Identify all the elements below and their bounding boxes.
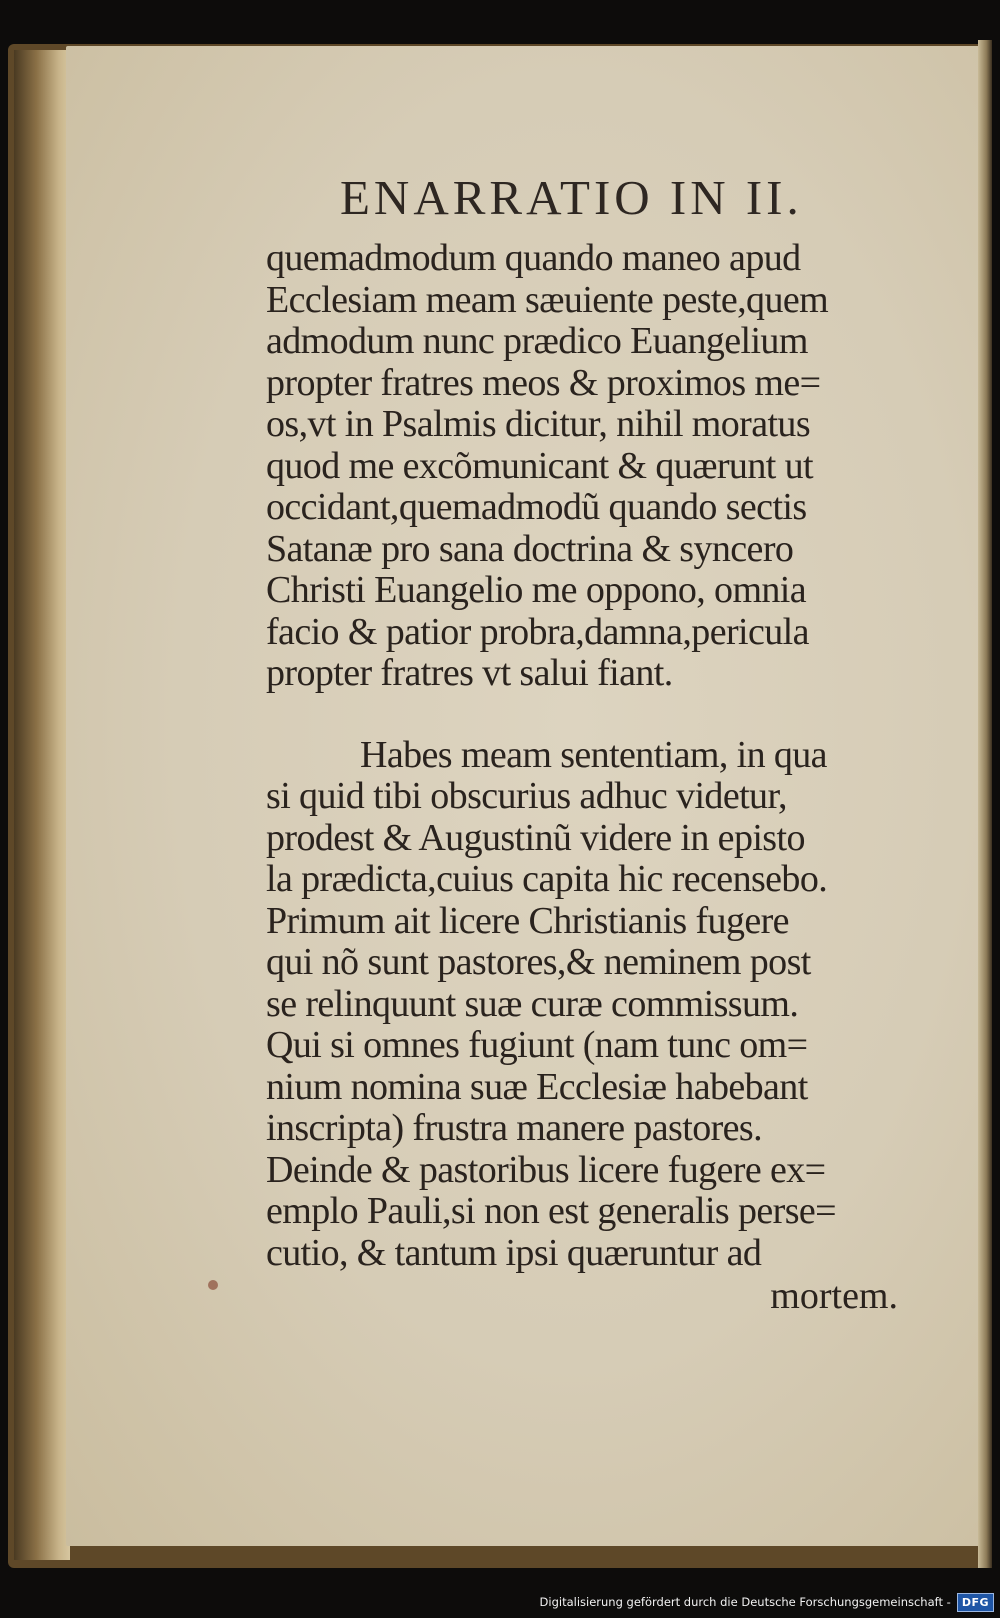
text-line: occidant,quemadmodũ quando sectis	[266, 486, 807, 528]
text-line: se relinquunt suæ curæ commissum.	[266, 982, 799, 1025]
paragraph-2	[266, 735, 906, 1275]
text-line: os,vt in Psalmis dicitur, nihil moratus	[266, 403, 811, 445]
text-line: qui nõ sunt pastores,& neminem post	[266, 941, 811, 983]
text-line: la prædicta,cuius capita hic recensebo.	[266, 858, 828, 900]
text-line: propter fratres meos & proximos me=	[266, 361, 821, 404]
text-line: prodest & Augustinũ videre in episto	[266, 816, 805, 859]
text-line: admodum nunc prædico Euangelium	[266, 320, 808, 362]
text-line: emplo Pauli,si non est generalis perse=	[266, 1190, 837, 1232]
text-line: inscripta) frustra manere pastores.	[266, 1107, 763, 1149]
text-line: Satanæ pro sana doctrina & syncero	[266, 527, 794, 570]
text-line: Qui si omnes fugiunt (nam tunc om=	[266, 1024, 808, 1066]
page-text	[266, 168, 906, 1318]
digitization-footer	[540, 1590, 994, 1614]
text-line: si quid tibi obscurius adhuc videtur,	[266, 775, 787, 817]
text-line: Christi Euangelio me oppono, omnia	[266, 569, 807, 611]
text-line: propter fratres vt salui fiant.	[266, 652, 673, 694]
catchword: mortem.	[770, 1275, 898, 1317]
text-line: quod me excõmunicant & quærunt ut	[266, 444, 813, 487]
text-line: quemadmodum quando maneo apud	[266, 237, 801, 279]
page-edge-right	[978, 40, 992, 1568]
text-line: Deinde & pastoribus licere fugere ex=	[266, 1148, 826, 1191]
footer-credit: Digitalisierung gefördert durch die Deutsche Forschungsgemeinschaft -	[539, 1595, 951, 1609]
text-line: Primum ait licere Christianis fugere	[266, 899, 789, 942]
page-edge-left	[14, 50, 70, 1560]
text-line: Ecclesiam meam sæuiente peste,quem	[266, 278, 829, 321]
paragraph-1	[266, 238, 906, 695]
ink-stain	[208, 1280, 218, 1290]
text-line: cutio, & tantum ipsi quæruntur ad	[266, 1231, 762, 1274]
text-line: Habes meam sententiam, in qua	[360, 733, 827, 776]
running-headline: ENARRATIO IN II.	[340, 170, 803, 225]
dfg-logo-icon: DFG	[957, 1593, 994, 1612]
text-line: facio & patior probra,damna,pericula	[266, 610, 809, 653]
paragraph-gap	[266, 695, 906, 735]
text-line: nium nomina suæ Ecclesiæ habebant	[266, 1065, 808, 1108]
